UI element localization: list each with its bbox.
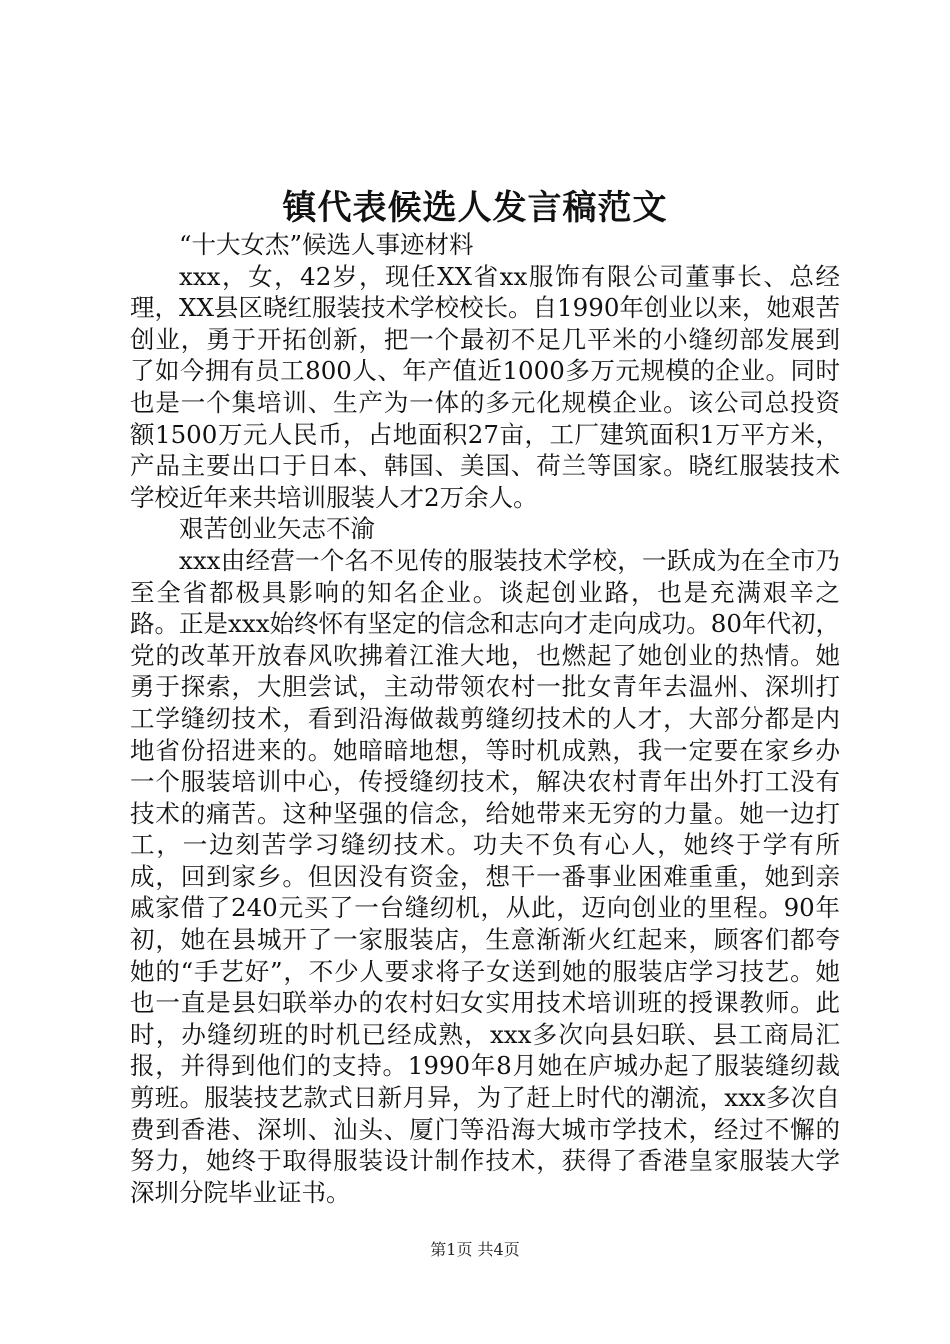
section-heading-entrepreneurship: 艰苦创业矢志不渝 (179, 514, 375, 544)
body-paragraph-intro: xxx，女，42岁，现任XX省xx服饰有限公司董事长、总经理，XX县区晓红服装技术学校校长。自1990年创业以来，她艰苦创业，勇于开拓创新，把一个最初不足几平米的小缝纫部发展到了如今拥有员工800人、年产值近1000多万元规模的企业。同时也是一个集培训、生产为一体的多元化规模企业。该公司总投资额1500万元人民币，占地面积27亩，工厂建筑面积1万平方米，产品主要出口于日本、韩国、美国、荷兰等国家。晓红服装技术学校近年来共培训服装人才2万余人。 (130, 261, 840, 512)
section-heading-nominee: “十大女杰”候选人事迹材料 (179, 230, 474, 259)
document-body (130, 229, 840, 1208)
body-paragraph-story: xxx由经营一个名不见传的服装技术学校，一跃成为在全市乃至全省都极具影响的知名企业。谈起创业路，也是充满艰辛之路。正是xxx始终怀有坚定的信念和志向才走向成功。80年代初，党的改革开放春风吹拂着江淮大地，也燃起了她创业的热情。她勇于探索，大胆尝试，主动带领农村一批女青年去温州、深圳打工学缝纫技术，看到沿海做裁剪缝纫技术的人才，大部分都是内地省份招进来的。她暗暗地想，等时机成熟，我一定要在家乡办一个服装培训中心，传授缝纫技术，解决农村青年出外打工没有技术的痛苦。这种坚强的信念，给她带来无穷的力量。她一边打工，一边刻苦学习缝纫技术。功夫不负有心人，她终于学有所成，回到家乡。但因没有资金，想干一番事业困难重重，她到亲戚家借了240元买了一台缝纫机，从此，迈向创业的里程。90年初，她在县城开了一家服装店，生意渐渐火红起来，顾客们都夸她的“手艺好”，不少人要求将子女送到她的服装店学习技艺。她也一直是县妇联举办的农村妇女实用技术培训班的授课教师。此时，办缝纫班的时机已经成熟，xxx多次向县妇联、县工商局汇报，并得到他们的支持。1990年8月她在庐城办起了服装缝纫裁剪班。服装技艺款式日新月异，为了赶上时代的潮流，xxx多次自费到香港、深圳、汕头、厦门等沿海大城市学技术，经过不懈的努力，她终于取得服装设计制作技术，获得了香港皇家服装大学深圳分院毕业证书。 (130, 545, 840, 1207)
document-title: 镇代表候选人发言稿范文 (282, 188, 668, 228)
page-footer: 第1页 共4页 (430, 1240, 520, 1259)
